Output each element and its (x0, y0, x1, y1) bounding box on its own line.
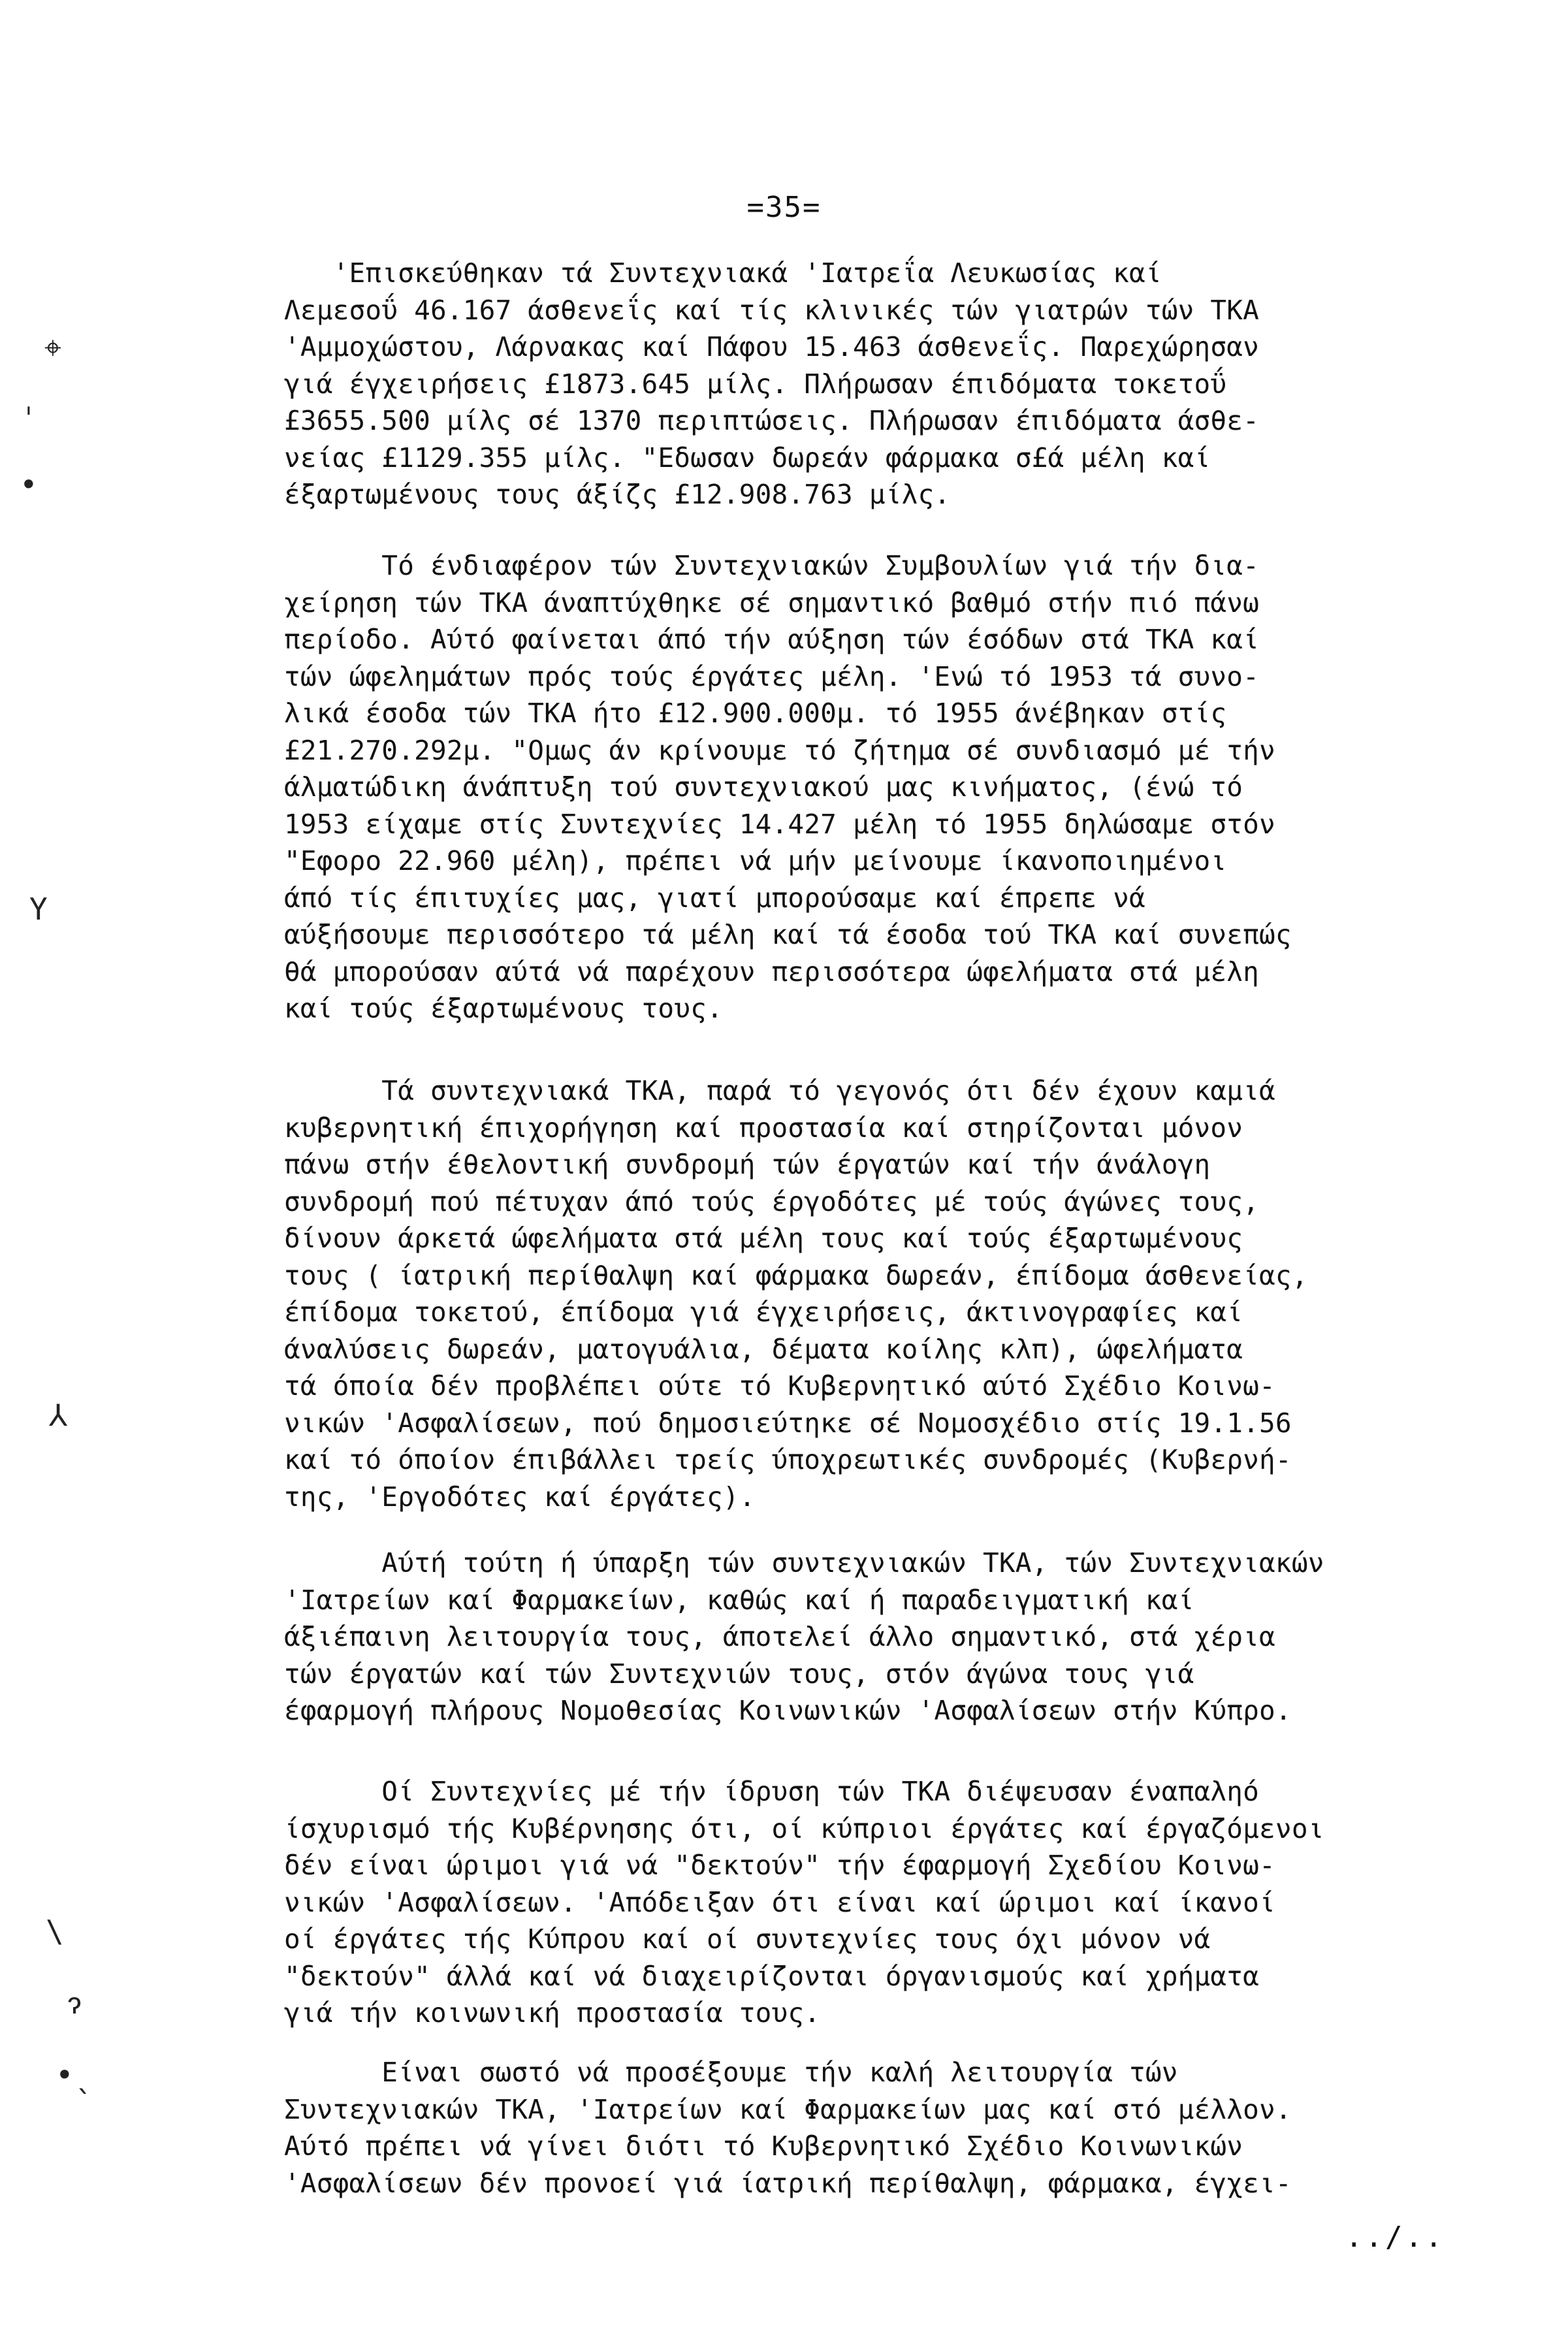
paragraph: Οί Συντεχνίες μέ τήν ίδρυση τών ΤΚΑ διέψευσαν έναπαληό ίσχυρισμό τής Κυβέρνησης ότι, οί κύπριοι έργάτες καί έργαζόμενοι δέν είναι ώριμοι γιά νά "δεκτούν" τήν έφαρμογή Σχεδίου Κοινω- νικών 'Ασφαλίσεων. 'Απόδειξαν ότι είναι καί ώριμοι καί ίκανοί οί έργάτες τής Κύπρου καί οί συντεχνίες τους όχι μόνον νά "δεκτούν" άλλά καί νά διαχειρίζονται όργανισμούς καί χρήματα γιά τήν κοινωνική προστασία τους. (284, 1776, 1324, 2029)
margin-mark: ɂ (65, 1985, 84, 2021)
margin-mark: ⅄ (49, 1398, 68, 1433)
margin-mark: \ (46, 1914, 64, 1949)
paragraph: Είναι σωστό νά προσέξουμε τήν καλή λειτουργία τών Συντεχνιακών ΤΚΑ, 'Ιατρείων καί Φαρμακείων μας καί στό μέλλον. Αύτό πρέπει νά γίνει διότι τό Κυβερνητικό Σχέδιο Κοινωνικών 'Ασφαλίσεων δέν προνοεί γιά ίατρική περίθαλψη, φάρμακα, έγχει- (284, 2057, 1292, 2199)
paragraph: 'Επισκεύθηκαν τά Συντεχνιακά 'Ιατρεΐα Λευκωσίας καί Λεμεσοΰ 46.167 άσθενεΐς καί τίς κλινικές τών γιατρών τών ΤΚΑ 'Αμμοχώστου, Λάρνακας καί Πάφου 15.463 άσθενεΐς. Παρεχώρησαν γιά έγχειρήσεις £1873.645 μίλς. Πλήρωσαν έπιδόματα τοκετοΰ £3655.500 μίλς σέ 1370 περιπτώσεις. Πλήρωσαν έπιδόματα άσθε- νείας £1129.355 μίλς. "Εδωσαν δωρεάν φάρμακα σ£ά μέλη καί έξαρτωμένους τους άξίζς £12.908.763 μίλς. (284, 257, 1260, 510)
margin-mark: ˌ (20, 382, 38, 417)
page-number: =35= (746, 191, 822, 224)
paragraph: Αύτή τούτη ή ύπαρξη τών συντεχνιακών ΤΚΑ, τών Συντεχνιακών 'Ιατρείων καί Φαρμακείων, καθώς καί ή παραδειγματική καί άξιέπαινη λειτουργία τους, άποτελεί άλλο σημαντικό, στά χέρια τών έργατών καί τών Συντεχνιών τους, στόν άγώνα τους γιά έφαρμογή πλήρους Νομοθεσίας Κοινωνικών 'Ασφαλίσεων στήν Κύπρο. (284, 1547, 1324, 1726)
paragraph: Τά συντεχνιακά ΤΚΑ, παρά τό γεγονός ότι δέν έχουν καμιά κυβερνητική έπιχορήγηση καί προστασία καί στηρίζονται μόνον πάνω στήν έθελοντική συνδρομή τών έργατών καί τήν άνάλογη συνδρομή πού πέτυχαν άπό τούς έργοδότες μέ τούς άγώνες τους, δίνουν άρκετά ώφελήματα στά μέλη τους καί τούς έξαρτωμένους τους ( ίατρική περίθαλψη καί φάρμακα δωρεάν, έπίδομα άσθενείας, έπίδομα τοκετού, έπίδομα γιά έγχειρήσεις, άκτινογραφίες καί άναλύσεις δωρεάν, ματογυάλια, δέματα κοίλης κλπ), ώφελήματα τά όποία δέν προβλέπει ούτε τό Κυβερνητικό αύτό Σχέδιο Κοινω- νικών 'Ασφαλίσεων, πού δημοσιεύτηκε σέ Νομοσχέδιο στίς 19.1.56 καί τό όποίον έπιβάλλει τρείς ύποχρεωτικές συνδρομές (Κυβερνή- της, 'Εργοδότες καί έργάτες). (284, 1075, 1308, 1513)
paragraph: Τό ένδιαφέρον τών Συντεχνιακών Συμβουλίων γιά τήν δια- χείρηση τών ΤΚΑ άναπτύχθηκε σέ σημαντικό βαθμό στήν πιό πάνω περίοδο. Αύτό φαίνεται άπό τήν αύξηση τών έσόδων στά ΤΚΑ καί τών ώφελημάτων πρός τούς έργάτες μέλη. 'Ενώ τό 1953 τά συνο- λικά έσοδα τών ΤΚΑ ήτο £12.900.000μ. τό 1955 άνέβηκαν στίς £21.270.292μ. "Ομως άν κρίνουμε τό ζήτημα σέ συνδιασμό μέ τήν άλματώδικη άνάπτυξη τού συντεχνιακού μας κινήματος, (ένώ τό 1953 είχαμε στίς Συντεχνίες 14.427 μέλη τό 1955 δηλώσαμε στόν "Εφορο 22.960 μέλη), πρέπει νά μήν μείνουμε ίκανοποιημένοι άπό τίς έπιτυχίες μας, γιατί μπορούσαμε καί έπρεπε νά αύξήσουμε περισσότερο τά μέλη καί τά έσοδα τού ΤΚΑ καί συνεπώς θά μπορούσαν αύτά νά παρέχουν περισσότερα ώφελήματα στά μέλη καί τούς έξαρτωμένους τους. (284, 550, 1292, 1024)
continuation-mark: ../.. (1345, 2221, 1445, 2254)
margin-mark: ⌖ (44, 330, 61, 365)
margin-mark: • (20, 467, 38, 502)
margin-mark: Y (29, 891, 48, 927)
margin-mark: •ˎ (56, 2057, 92, 2093)
